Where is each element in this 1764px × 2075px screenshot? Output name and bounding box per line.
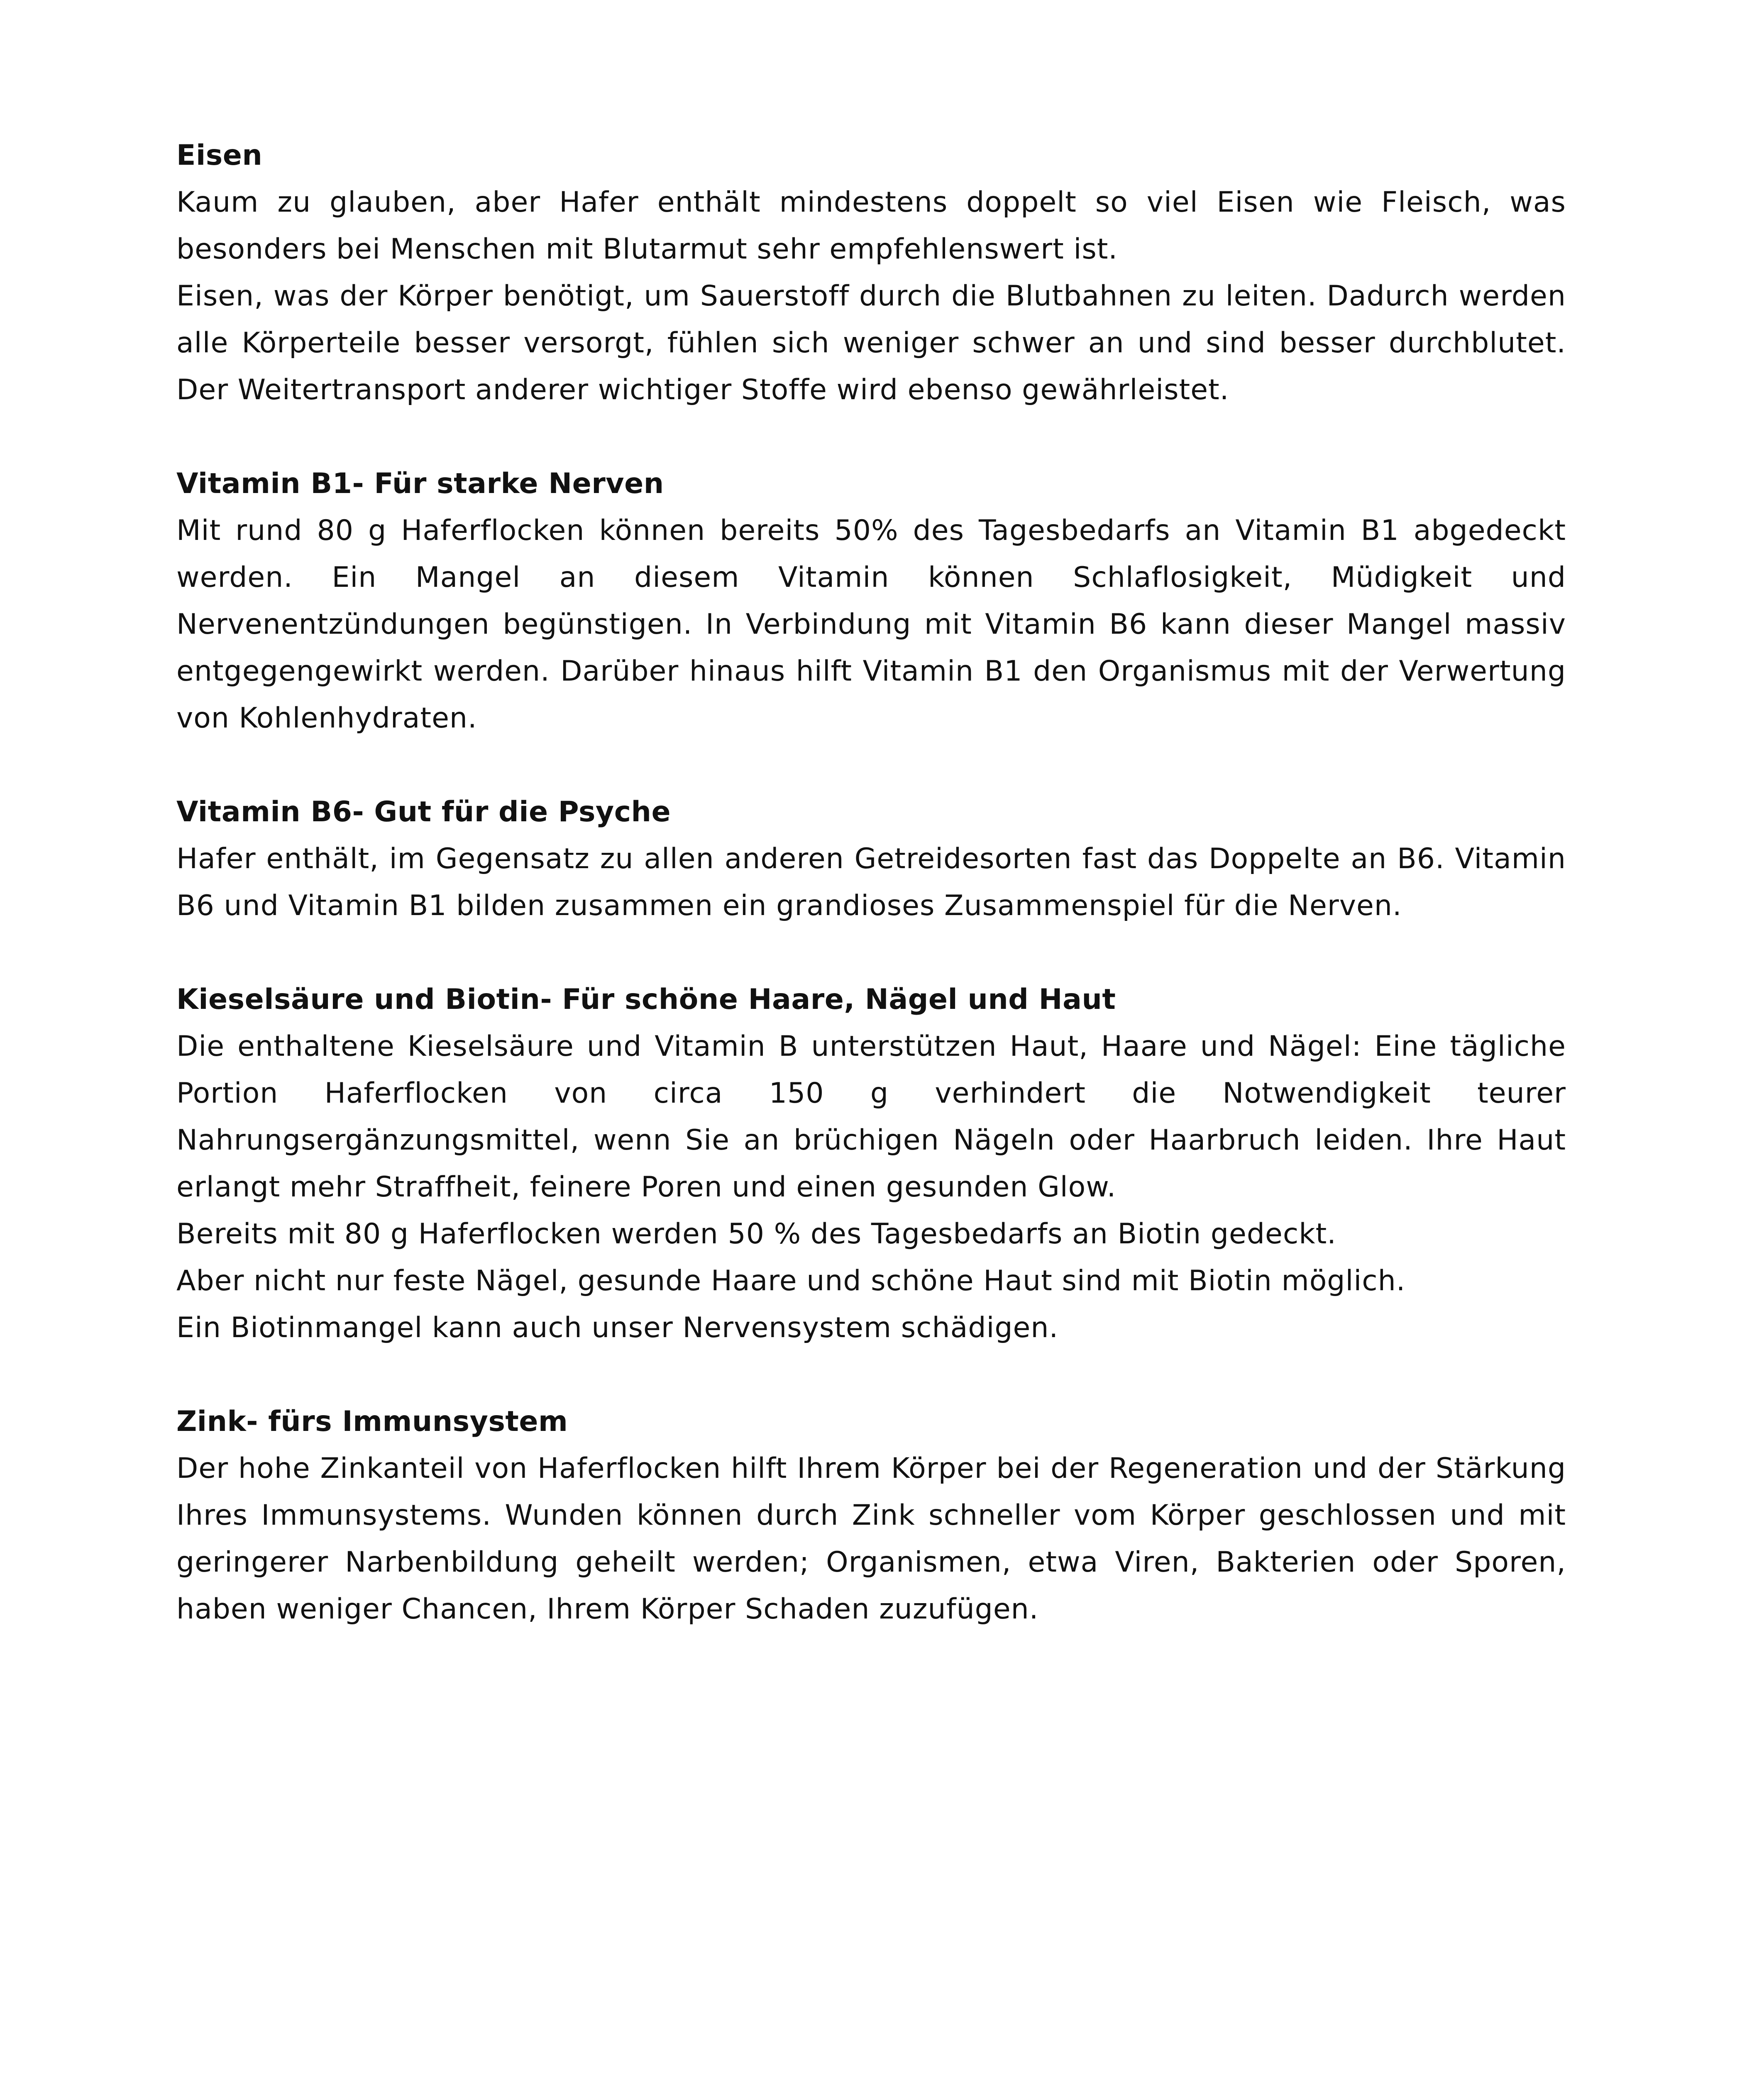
section-paragraph: Der hohe Zinkanteil von Haferflocken hilft Ihrem Körper bei der Regeneration und der Stärkung Ihres Immunsystems. Wunden können durch Zink schneller vom Körper geschlossen und mit geringerer Narbenbildung geheilt werden; Organismen, etwa Viren, Bakterien oder Sporen, haben weniger Chancen, Ihrem Körper Schaden zuzufügen. xyxy=(176,1452,1566,1626)
section-kieselsaeure-biotin xyxy=(176,976,1566,1351)
section-paragraph: Die enthaltene Kieselsäure und Vitamin B unterstützen Haut, Haare und Nägel: Eine tägliche Portion Haferflocken von circa 150 g verhindert die Notwendigkeit teurer Nahrungsergänzungsmittel, wenn Sie an brüchigen Nägeln oder Haarbruch leiden. Ihre Haut erlangt mehr Straffheit, feinere Poren und einen gesunden Glow. xyxy=(176,1030,1566,1204)
section-vitamin-b6 xyxy=(176,788,1566,929)
section-heading: Kieselsäure und Biotin- Für schöne Haare, Nägel und Haut xyxy=(176,983,1116,1016)
section-heading: Eisen xyxy=(176,139,263,172)
section-paragraph: Ein Biotinmangel kann auch unser Nervensystem schädigen. xyxy=(176,1311,1059,1344)
section-paragraph: Bereits mit 80 g Haferflocken werden 50 % des Tagesbedarfs an Biotin gedeckt. xyxy=(176,1218,1336,1250)
section-heading: Zink- fürs Immunsystem xyxy=(176,1405,568,1438)
section-zink xyxy=(176,1398,1566,1633)
section-paragraph: Aber nicht nur feste Nägel, gesunde Haare und schöne Haut sind mit Biotin möglich. xyxy=(176,1265,1406,1297)
section-eisen xyxy=(176,132,1566,413)
section-paragraph: Eisen, was der Körper benötigt, um Sauerstoff durch die Blutbahnen zu leiten. Dadurch werden alle Körperteile besser versorgt, fühlen sich weniger schwer an und sind besser durchblutet. Der Weitertransport anderer wichtiger Stoffe wird ebenso gewährleistet. xyxy=(176,280,1566,406)
section-heading: Vitamin B1- Für starke Nerven xyxy=(176,467,664,500)
section-paragraph: Hafer enthält, im Gegensatz zu allen anderen Getreidesorten fast das Doppelte an B6. Vitamin B6 und Vitamin B1 bilden zusammen ein grandioses Zusammenspiel für die Nerven. xyxy=(176,842,1566,922)
section-vitamin-b1 xyxy=(176,460,1566,742)
section-paragraph: Mit rund 80 g Haferflocken können bereits 50% des Tagesbedarfs an Vitamin B1 abgedeckt werden. Ein Mangel an diesem Vitamin können Schlaflosigkeit, Müdigkeit und Nervenentzündungen begünstigen. In Verbindung mit Vitamin B6 kann dieser Mangel massiv entgegengewirkt werden. Darüber hinaus hilft Vitamin B1 den Organismus mit der Verwertung von Kohlenhydraten. xyxy=(176,514,1566,735)
section-paragraph: Kaum zu glauben, aber Hafer enthält mindestens doppelt so viel Eisen wie Fleisch, was besonders bei Menschen mit Blutarmut sehr empfehlenswert ist. xyxy=(176,186,1566,266)
section-heading: Vitamin B6- Gut für die Psyche xyxy=(176,796,671,828)
page-content xyxy=(176,132,1566,1680)
